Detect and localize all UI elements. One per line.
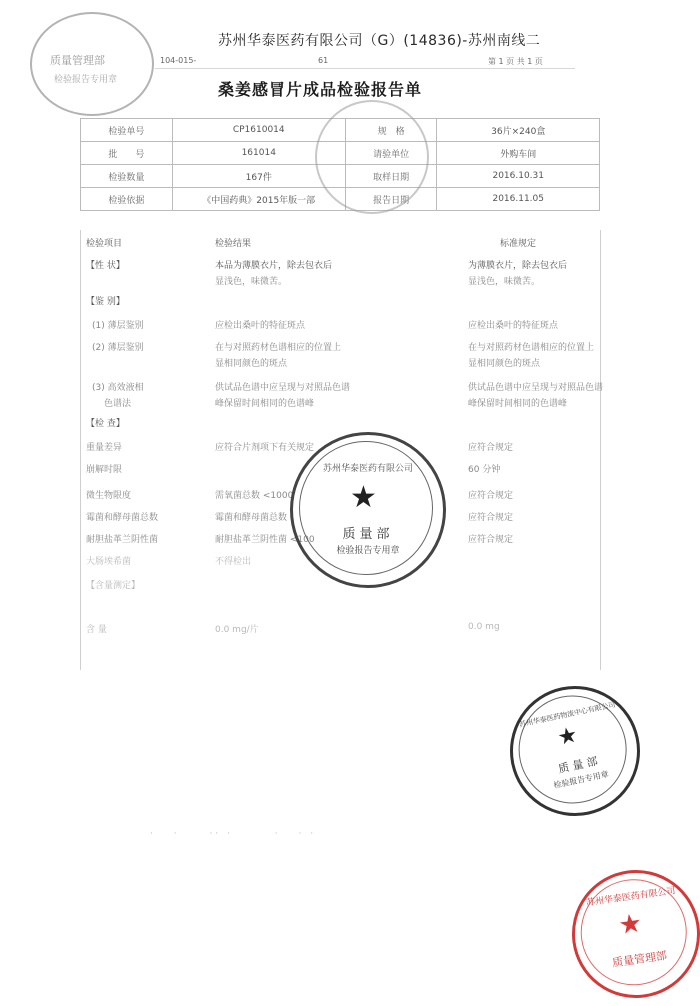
section-label: 【检 查】 xyxy=(86,419,125,429)
standard-text: 显相同颜色的斑点 xyxy=(468,359,541,369)
standard-text: 应符合规定 xyxy=(468,443,514,453)
results-right-border xyxy=(600,230,601,670)
item-text: 霉菌和酵母菌总数 xyxy=(86,513,159,523)
col-standard-header: 标准规定 xyxy=(500,239,537,249)
standard-text: 60 分钟 xyxy=(468,465,501,475)
result-text: 显相同颜色的斑点 xyxy=(215,359,288,369)
section-label: 【性 状】 xyxy=(86,261,125,271)
results-left-border xyxy=(80,230,81,670)
info-label: 批 号 xyxy=(81,142,173,165)
star-icon: ★ xyxy=(350,480,377,515)
item-text: 耐胆盐革兰阴性菌 xyxy=(86,535,159,545)
info-value: 外购车间 xyxy=(437,142,600,165)
col-result-header: 检验结果 xyxy=(215,239,252,249)
info-label: 检验单号 xyxy=(81,119,173,142)
result-text: 供试品色谱中应呈现与对照品色谱 xyxy=(215,383,351,393)
standard-text: 0.0 mg xyxy=(468,622,500,632)
info-label: 取样日期 xyxy=(345,165,437,188)
logistics-stamp-purpose: 检验报告专用章 xyxy=(552,769,610,791)
col-item-header: 检验项目 xyxy=(86,239,123,249)
item-text: (3) 高效液相 xyxy=(92,383,144,393)
result-text: 霉菌和酵母菌总数 xyxy=(215,513,288,523)
item-text: 含 量 xyxy=(86,625,107,635)
result-text: 在与对照药材色谱相应的位置上 xyxy=(215,343,342,353)
section-label: 【鉴 别】 xyxy=(86,297,125,307)
doc-left-code: 104-015- xyxy=(160,56,197,65)
item-text: 重量差异 xyxy=(86,443,123,453)
company-header: 苏州华泰医药有限公司（G）(14836)-苏州南线二 xyxy=(218,33,541,49)
top-left-stamp xyxy=(30,12,154,116)
quality-dept-stamp-purpose: 检验报告专用章 xyxy=(336,546,400,556)
top-left-stamp-text-1: 质量管理部 xyxy=(50,54,105,67)
info-value: 《中国药典》2015年版一部 xyxy=(172,188,345,211)
logistics-stamp xyxy=(498,674,652,828)
item-text: (2) 薄层鉴别 xyxy=(92,343,144,353)
info-label: 请验单位 xyxy=(345,142,437,165)
info-value: 2016.10.31 xyxy=(437,165,600,188)
info-value: 167件 xyxy=(172,165,345,188)
result-text: 不得检出 xyxy=(215,557,252,567)
quality-dept-stamp xyxy=(290,432,446,588)
logistics-stamp-dept: 质 量 部 xyxy=(557,754,599,776)
info-label: 检验依据 xyxy=(81,188,173,211)
section-label: 【含量测定】 xyxy=(86,581,141,591)
item-text: 色谱法 xyxy=(104,399,132,409)
standard-text: 显浅色，味微苦。 xyxy=(468,277,541,287)
result-text: 应检出桑叶的特征斑点 xyxy=(215,321,306,331)
company-red-stamp xyxy=(564,862,700,1006)
standard-text: 应符合规定 xyxy=(468,491,514,501)
info-value: 161014 xyxy=(172,142,345,165)
result-text: 峰保留时间相同的色谱峰 xyxy=(215,399,315,409)
standard-text: 应符合规定 xyxy=(468,513,514,523)
standard-text: 供试品色谱中应呈现与对照品色谱 xyxy=(468,383,604,393)
standard-text: 应符合规定 xyxy=(468,535,514,545)
header-rule xyxy=(155,68,575,69)
result-text: 本品为薄膜衣片，除去包衣后 xyxy=(215,261,333,271)
top-left-stamp-text-2: 检验报告专用章 xyxy=(54,75,118,85)
result-text: 需氧菌总数 <1000 xyxy=(215,491,294,501)
report-title: 桑姜感冒片成品检验报告单 xyxy=(218,80,423,99)
red-stamp-dept: 质量管理部 xyxy=(611,948,668,970)
standard-text: 在与对照药材色谱相应的位置上 xyxy=(468,343,595,353)
standard-text: 应检出桑叶的特征斑点 xyxy=(468,321,559,331)
red-stamp-company: 苏州华泰医药有限公司 xyxy=(585,886,677,909)
doc-page-code: 61 xyxy=(318,56,329,65)
standard-text: 为薄膜衣片，除去包衣后 xyxy=(468,261,568,271)
page-info: 第 1 页 共 1 页 xyxy=(488,57,543,66)
info-value: 36片×240盒 xyxy=(437,119,600,142)
item-text: (1) 薄层鉴别 xyxy=(92,321,144,331)
info-value: CP1610014 xyxy=(172,119,345,142)
info-label: 检验数量 xyxy=(81,165,173,188)
info-value: 2016.11.05 xyxy=(437,188,600,211)
result-text: 0.0 mg/片 xyxy=(215,625,259,635)
item-text: 大肠埃希菌 xyxy=(86,557,132,567)
info-label: 报告日期 xyxy=(345,188,437,211)
result-text: 显浅色，味微苦。 xyxy=(215,277,288,287)
item-text: 微生物限度 xyxy=(86,491,132,501)
standard-text: 峰保留时间相同的色谱峰 xyxy=(468,399,568,409)
item-text: 崩解时限 xyxy=(86,465,123,475)
result-text: 应符合片剂项下有关规定 xyxy=(215,443,315,453)
quality-dept-stamp-company: 苏州华泰医药有限公司 xyxy=(322,464,413,474)
star-icon: ★ xyxy=(616,908,644,942)
star-icon: ★ xyxy=(555,722,580,751)
result-text: 耐胆盐革兰阴性菌 <100 xyxy=(215,535,315,545)
logistics-stamp-company: 苏州华泰医药物流中心有限公司 xyxy=(518,700,617,729)
scan-noise: · · ·· · · · · xyxy=(150,829,317,839)
faint-table-stamp xyxy=(315,100,429,214)
quality-dept-stamp-dept: 质量部 xyxy=(342,527,394,542)
info-label: 规 格 xyxy=(345,119,437,142)
